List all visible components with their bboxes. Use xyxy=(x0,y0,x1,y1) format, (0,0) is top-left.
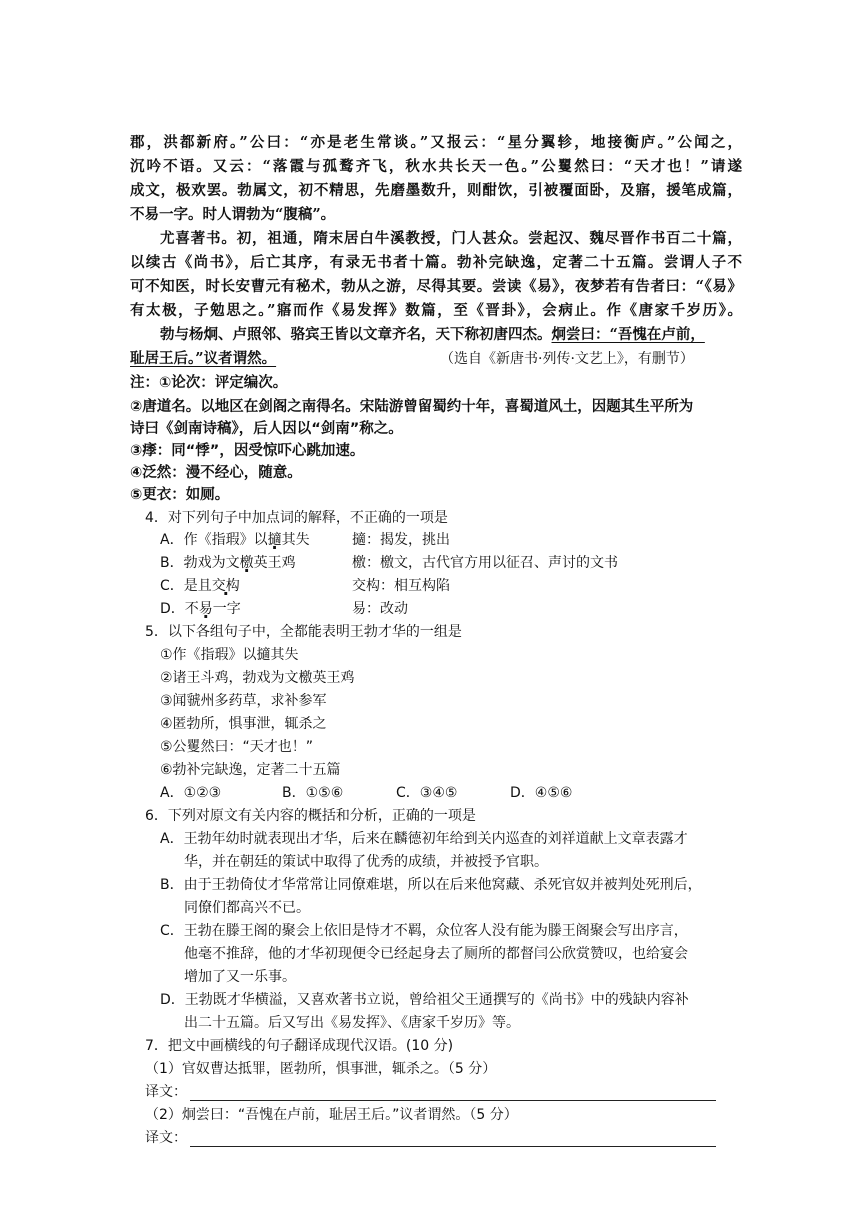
q6-option-c-cont: 增加了又一乐事。 xyxy=(184,969,296,985)
answer-line-2[interactable] xyxy=(190,1146,716,1147)
passage-line: 不易一字。时人谓勃为“腹稿”。 xyxy=(130,206,336,223)
question-7-stem: 7．把文中画横线的句子翻译成现代汉语。(10 分) xyxy=(145,1038,454,1054)
passage-line: 可不知医，时长安曹元有秘术，勃从之游，尽得其要。尝读《易》，夜梦若有告者曰：“《易》 xyxy=(130,278,742,295)
passage-line: 郡，洪都新府。”公曰：“亦是老生常谈。”又报云：“星分翼轸，地接衡庐。”公闻之， xyxy=(130,134,742,151)
q6-option-a-cont: 华，并在朝廷的策试中取得了优秀的成绩，并被授予官职。 xyxy=(184,854,548,870)
q4-option-b[interactable]: B．勃戏为文檄英王鸡 xyxy=(160,555,296,571)
note-line: ②唐道名。以地区在剑阁之南得名。宋陆游曾留蜀约十年，喜蜀道风土，因题其生平所为 xyxy=(130,399,694,415)
q4-option-c-gloss: 交构：相互构陷 xyxy=(352,578,450,594)
dotted-word: 交构 xyxy=(211,578,240,594)
q6-option-d-cont: 出二十五篇。后又写出《易发挥》、《唐家千岁历》等。 xyxy=(184,1015,520,1031)
passage-line: 沉吟不语。又云：“落霞与孤鹜齐飞，秋水共长天一色。”公矍然曰：“天才也！”请遂 xyxy=(130,158,742,175)
dotted-word: 擿 xyxy=(267,532,282,548)
q6-option-c[interactable]: C．王勃在滕王阁的聚会上依旧是恃才不羁，众位客人没有能为滕王阁聚会写出序言， xyxy=(160,923,688,939)
answer-line-1[interactable] xyxy=(190,1100,716,1101)
note-line: 诗曰《剑南诗稿》，后人因以“剑南”称之。 xyxy=(130,421,403,437)
q4-option-a-gloss: 擿：揭发，挑出 xyxy=(352,532,450,548)
q5-choice-b[interactable]: B．①⑤⑥ xyxy=(282,785,344,801)
q6-option-b-cont: 同僚们都高兴不已。 xyxy=(184,900,310,916)
answer-label: 译文： xyxy=(145,1130,187,1146)
q7-subquestion-1: （1）官奴曹达抵罪，匿勃所，惧事泄，辄杀之。（5 分） xyxy=(145,1061,497,1077)
q6-option-b[interactable]: B．由于王勃倚仗才华常常让同僚难堪，所以在后来他窝藏、杀死官奴并被判处死刑后， xyxy=(160,877,702,893)
underlined-sentence: 炯尝曰：“吾愧在卢前， xyxy=(551,326,705,343)
answer-label: 译文： xyxy=(145,1084,187,1100)
dotted-word: 檄 xyxy=(239,555,254,571)
underlined-sentence: 耻居王后。”议者谓然。 xyxy=(130,350,277,367)
q4-option-c[interactable]: C．是且交构 xyxy=(160,578,240,594)
passage-line: 尤喜著书。初，祖通，隋末居白牛溪教授，门人甚众。尝起汉、魏尽晋作书百二十篇， xyxy=(160,230,742,247)
q5-choice-a[interactable]: A．①②③ xyxy=(160,785,222,801)
note-line: ④泛然：漫不经心，随意。 xyxy=(130,465,302,481)
note-line: ⑤更衣：如厕。 xyxy=(130,487,230,503)
source-citation: （选自《新唐书·列传·文艺上》，有删节） xyxy=(440,351,694,367)
note-line: ③痵：同“悸”，因受惊吓心跳加速。 xyxy=(130,443,365,459)
dotted-word: 易 xyxy=(198,601,213,617)
passage-line xyxy=(160,323,742,347)
q5-choice-d[interactable]: D．④⑤⑥ xyxy=(510,785,573,801)
q5-item: ④匿勃所，惧事泄，辄杀之 xyxy=(160,716,327,732)
passage-line: 有太极，子勉思之。”寤而作《易发挥》数篇，至《晋卦》，会病止。作《唐家千岁历》。 xyxy=(130,302,742,319)
q4-option-a[interactable]: A．作《指瑕》以擿其失 xyxy=(160,532,310,548)
question-5-stem: 5．以下各组句子中，全都能表明王勃才华的一组是 xyxy=(145,624,462,640)
q6-option-c-cont: 他毫不推辞，他的才华初现便令已经起身去了厕所的都督闫公欣赏赞叹，也给宴会 xyxy=(184,946,688,962)
q6-option-d[interactable]: D．王勃既才华横溢，又喜欢著书立说，曾给祖父王通撰写的《尚书》中的残缺内容补 xyxy=(160,992,689,1008)
q7-subquestion-2: （2）炯尝曰：“吾愧在卢前，耻居王后。”议者谓然。（5 分） xyxy=(145,1107,518,1123)
passage-line: 以续古《尚书》，后亡其序，有录无书者十篇。勃补完缺逸，定著二十五篇。尝谓人子不 xyxy=(130,254,742,271)
q4-option-d[interactable]: D．不易一字 xyxy=(160,601,241,617)
q4-option-b-gloss: 檄：檄文，古代官方用以征召、声讨的文书 xyxy=(352,555,618,571)
passage-line: 成文，极欢罢。勃属文，初不精思，先磨墨数升，则酣饮，引被覆面卧，及寤，援笔成篇， xyxy=(130,182,742,199)
note-line: 注：①论次：评定编次。 xyxy=(130,375,288,391)
q5-item: ②诸王斗鸡，勃戏为文檄英王鸡 xyxy=(160,670,355,686)
question-6-stem: 6．下列对原文有关内容的概括和分析，正确的一项是 xyxy=(145,808,476,824)
q5-item: ⑥勃补完缺逸，定著二十五篇 xyxy=(160,762,341,778)
q6-option-a[interactable]: A．王勃年幼时就表现出才华，后来在麟德初年给到关内巡查的刘祥道献上文章表露才 xyxy=(160,831,688,847)
question-4-stem: 4．对下列句子中加点词的解释，不正确的一项是 xyxy=(145,510,448,526)
q5-choice-c[interactable]: C．③④⑤ xyxy=(396,785,458,801)
q5-item: ③闻虢州多药草，求补参军 xyxy=(160,693,327,709)
q5-item: ⑤公矍然曰：“天才也！” xyxy=(160,739,314,755)
passage-text: 勃与杨炯、卢照邻、骆宾王皆以文章齐名，天下称初唐四杰。 xyxy=(160,326,552,343)
q5-item: ①作《指瑕》以擿其失 xyxy=(160,647,299,663)
q4-option-d-gloss: 易：改动 xyxy=(352,601,408,617)
